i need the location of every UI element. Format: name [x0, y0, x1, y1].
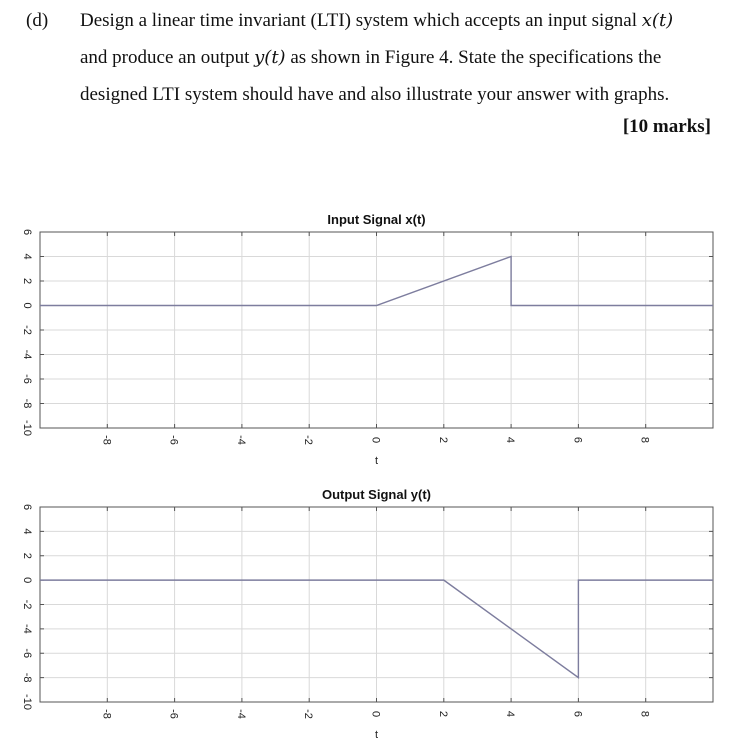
output-ytick-label: 2 — [21, 552, 33, 559]
output-ytick-label: 6 — [21, 503, 33, 511]
question-line-2-text: and produce an output — [80, 47, 255, 68]
input-ytick-label: -10 — [21, 420, 33, 436]
output-signal-symbol: y(t) — [254, 47, 286, 68]
output-ytick-label: -8 — [21, 672, 33, 683]
output-xtick-label: -2 — [302, 709, 315, 719]
input-xtick-label: 8 — [638, 436, 651, 444]
input-xtick-label: 6 — [571, 436, 584, 444]
input-chart-title: Input Signal x(t) — [327, 212, 426, 227]
question-label: (d) — [26, 10, 49, 31]
input-xtick-label: -4 — [234, 435, 247, 445]
output-xtick-label: 2 — [436, 710, 449, 718]
output-xtick-label: -6 — [167, 709, 180, 719]
input-ytick-label: 6 — [21, 228, 33, 236]
output-xtick-label: 0 — [369, 710, 382, 718]
input-ytick-label: 0 — [21, 302, 33, 309]
marks-label: [10 marks] — [622, 116, 711, 137]
output-ytick-label: -10 — [21, 694, 33, 710]
input-xtick-label: 0 — [369, 436, 382, 444]
output-xtick-label: -4 — [234, 709, 247, 719]
input-xtick-label: -2 — [302, 435, 315, 445]
output-ytick-label: 4 — [21, 528, 33, 535]
input-signal-symbol: x(t) — [641, 10, 674, 31]
input-ytick-label: -8 — [21, 398, 33, 409]
output-xtick-label: 6 — [571, 710, 584, 718]
input-ytick-label: -6 — [21, 374, 33, 384]
input-xtick-label: 2 — [436, 436, 449, 444]
input-xtick-label: -8 — [100, 435, 113, 445]
output-chart-title: Output Signal y(t) — [321, 487, 432, 502]
output-ytick-label: -2 — [21, 599, 33, 610]
input-xtick-label: -6 — [167, 435, 180, 445]
output-xtick-label: -8 — [100, 709, 113, 719]
output-xtick-label: 4 — [504, 710, 517, 718]
output-ytick-label: -6 — [21, 648, 33, 659]
input-ytick-label: 4 — [21, 253, 33, 260]
output-ytick-label: -4 — [21, 623, 33, 634]
input-x-axis-label: t — [374, 455, 379, 467]
output-x-axis-label: t — [374, 729, 379, 741]
output-ytick-label: 0 — [21, 577, 33, 584]
input-xtick-label: 4 — [504, 436, 517, 444]
output-xtick-label: 8 — [638, 710, 651, 718]
question-line-3: designed LTI system should have and also illustrate your answer with graphs. — [80, 84, 670, 105]
input-ytick-label: 2 — [21, 277, 33, 285]
question-line-2-tail: as shown in Figure 4. State the specifications the — [285, 47, 662, 68]
input-ytick-label: -2 — [21, 325, 33, 335]
question-line-1-text: Design a linear time invariant (LTI) system which accepts an input signal — [80, 10, 642, 31]
input-ytick-label: -4 — [21, 349, 33, 360]
